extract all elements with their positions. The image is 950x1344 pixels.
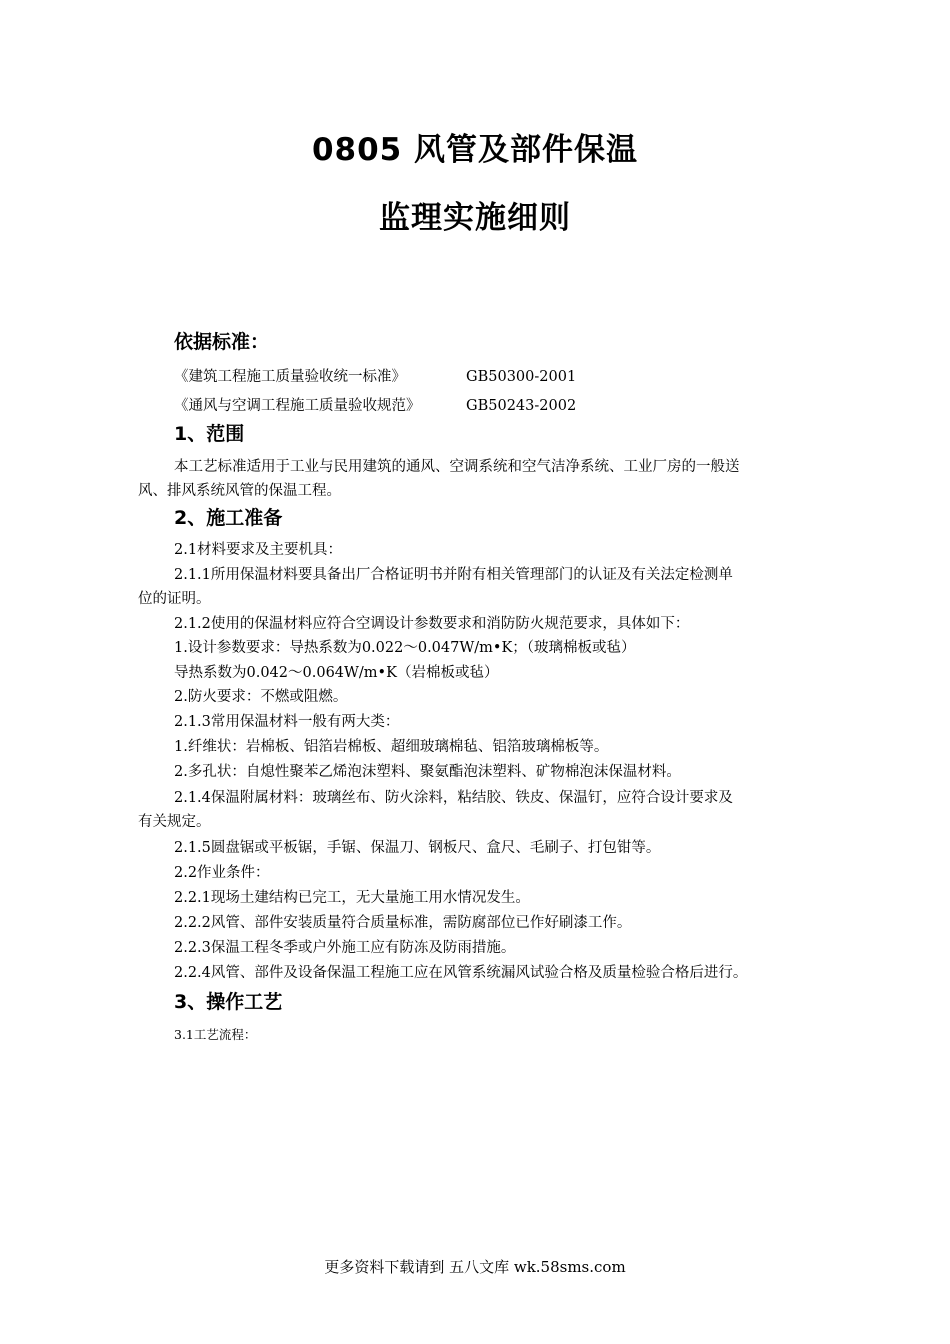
section-1-text-line2: 风、排风系统风管的保温工程。 <box>138 483 341 499</box>
reference-1-code: GB50300-2001 <box>466 369 577 385</box>
s2-line-07: 2.1.3常用保温材料一般有两大类： <box>174 714 400 730</box>
section-1-text-line1: 本工艺标准适用于工业与民用建筑的通风、空调系统和空气洁净系统、工业厂房的一般送 <box>174 459 740 475</box>
s2-line-03: 2.1.2使用的保温材料应符合空调设计参数要求和消防防火规范要求，具体如下： <box>174 616 690 632</box>
s2-line-13: 2.2.1现场土建结构已完工，无大量施工用水情况发生。 <box>174 890 530 906</box>
basis-heading: 依据标准： <box>174 331 270 353</box>
reference-2-name: 《通风与空调工程施工质量验收规范》 <box>174 398 421 414</box>
s2-line-15: 2.2.3保温工程冬季或户外施工应有防冻及防雨措施。 <box>174 940 516 956</box>
s2-line-05: 导热系数为0.042～0.064W/m•K（岩棉板或毡） <box>174 665 499 681</box>
footer-text: 更多资料下载请到 五八文库 wk.58sms.com <box>324 1258 626 1276</box>
s2-line-01: 2.1材料要求及主要机具： <box>174 542 343 558</box>
reference-1-name: 《建筑工程施工质量验收统一标准》 <box>174 369 406 385</box>
s2-line-12: 2.2作业条件： <box>174 865 270 881</box>
s2-line-08: 1.纤维状：岩棉板、铝箔岩棉板、超细玻璃棉毡、铝箔玻璃棉板等。 <box>174 739 609 755</box>
s2-line-10a: 2.1.4保温附属材料：玻璃丝布、防火涂料，粘结胶、铁皮、保温钉，应符合设计要求及 <box>174 790 733 806</box>
s2-line-06: 2.防火要求：不燃或阻燃。 <box>174 689 348 705</box>
s2-line-11: 2.1.5圆盘锯或平板锯，手锯、保温刀、钢板尺、盒尺、毛刷子、打包钳等。 <box>174 840 661 856</box>
s2-line-04: 1.设计参数要求：导热系数为0.022～0.047W/m•K；（玻璃棉板或毡） <box>174 640 636 656</box>
s2-line-10b: 有关规定。 <box>138 814 211 830</box>
reference-2 <box>174 396 577 416</box>
s2-line-14: 2.2.2风管、部件安装质量符合质量标准，需防腐部位已作好刷漆工作。 <box>174 915 632 931</box>
s2-line-09: 2.多孔状：自熄性聚苯乙烯泡沫塑料、聚氨酯泡沫塑料、矿物棉泡沫保温材料。 <box>174 764 681 780</box>
reference-1 <box>174 367 577 387</box>
section-3-heading: 3、操作工艺 <box>174 991 283 1013</box>
s3-line-01: 3.1工艺流程： <box>174 1027 257 1042</box>
document-title-line2: 监理实施细则 <box>379 200 571 236</box>
section-1-heading: 1、范围 <box>174 423 245 445</box>
document-title-line1: 0805 风管及部件保温 <box>311 132 639 168</box>
reference-2-code: GB50243-2002 <box>466 398 577 414</box>
s2-line-02b: 位的证明。 <box>138 591 211 607</box>
section-2-heading: 2、施工准备 <box>174 507 283 529</box>
s2-line-02a: 2.1.1所用保温材料要具备出厂合格证明书并附有相关管理部门的认证及有关法定检测单 <box>174 567 733 583</box>
s2-line-16: 2.2.4风管、部件及设备保温工程施工应在风管系统漏风试验合格及质量检验合格后进行。 <box>174 965 748 981</box>
